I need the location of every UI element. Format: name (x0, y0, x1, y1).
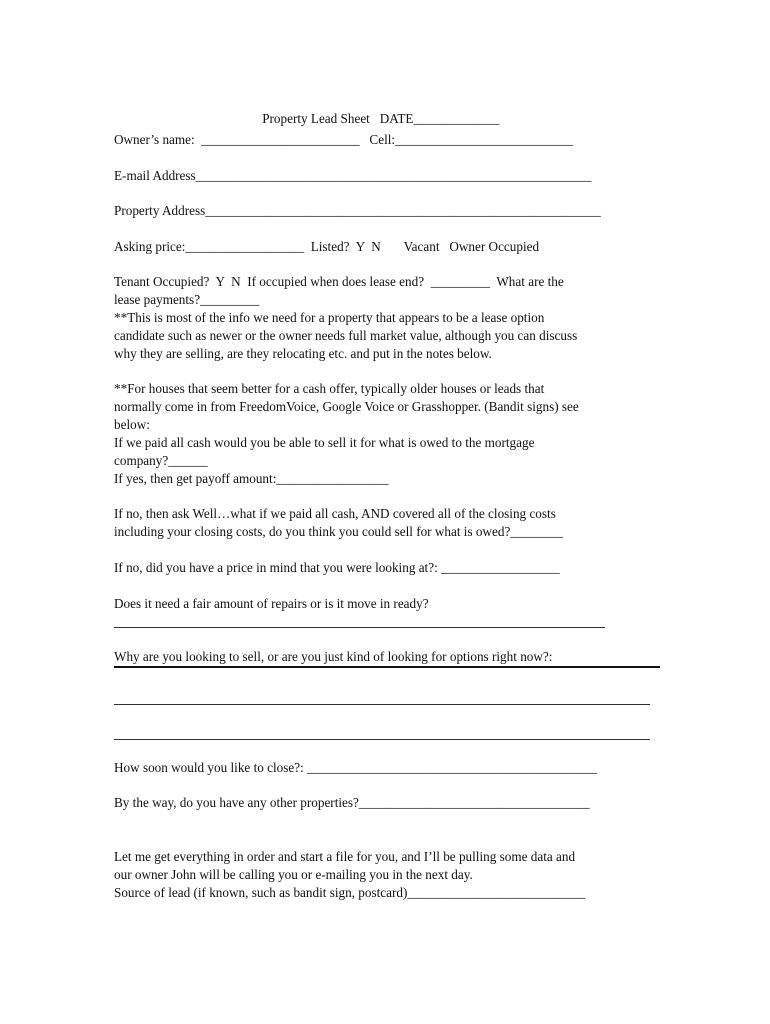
cash-note-line-2: normally come in from FreedomVoice, Google Voice or Grasshopper. (Bandit signs) see (114, 399, 579, 414)
repairs-line: Does it need a fair amount of repairs or is it move in ready? (114, 596, 429, 611)
closing-note-line-1: Let me get everything in order and start a file for you, and I’ll be pulling some data and (114, 849, 576, 864)
lead-source-line: Source of lead (if known, such as bandit sign, postcard)___________________________ (114, 885, 586, 900)
why-sell-line: Why are you looking to sell, or are you just kind of looking for options right now?: (114, 649, 553, 664)
cash-note-line-1: **For houses that seem better for a cash offer, typically older houses or leads that (114, 381, 545, 396)
closing-note-line-2: our owner John will be calling you or e-mailing you in the next day. (114, 867, 473, 882)
owner-cell-line: Owner’s name: ________________________ Cell:___________________________ (114, 132, 574, 147)
date-label: DATE (379, 111, 414, 126)
lease-note-line-1: **This is most of the info we need for a property that appears to be a lease option (114, 310, 545, 325)
closing-costs-line-2: including your closing costs, do you think you could sell for what is owed?________ (114, 524, 564, 539)
date-blank: _____________ (413, 111, 500, 126)
why-sell-answer-rule-1 (114, 704, 650, 705)
cash-note-line-5: company?______ (114, 453, 208, 468)
email-line: E-mail Address____________________________________________________________ (114, 168, 592, 183)
close-timing-line: How soon would you like to close?: ____________________________________________ (114, 760, 598, 775)
other-properties-line: By the way, do you have any other properties?___________________________________ (114, 795, 590, 810)
payoff-line: If yes, then get payoff amount:_________________ (114, 471, 389, 486)
why-sell-answer-rule-2 (114, 739, 650, 740)
repairs-answer-rule (114, 627, 605, 628)
price-in-mind-line: If no, did you have a price in mind that you were looking at?: __________________ (114, 560, 560, 575)
property-address-line: Property Address____________________________________________________________ (114, 203, 601, 218)
lease-note-line-3: why they are selling, are they relocating etc. and put in the notes below. (114, 346, 492, 361)
cash-note-line-4: If we paid all cash would you be able to sell it for what is owed to the mortgage (114, 435, 535, 450)
tenant-line-1: Tenant Occupied? Y N If occupied when does lease end? _________ What are the (114, 274, 564, 289)
tenant-line-2: lease payments?_________ (114, 292, 260, 307)
why-sell-divider (114, 666, 660, 668)
page-title: Property Lead Sheet (262, 111, 370, 126)
cash-note-line-3: below: (114, 417, 150, 432)
asking-price-line: Asking price:__________________ Listed? Y N Vacant Owner Occupied (114, 239, 540, 254)
lease-note-line-2: candidate such as newer or the owner needs full market value, although you can discuss (114, 328, 578, 343)
closing-costs-line-1: If no, then ask Well…what if we paid all cash, AND covered all of the closing costs (114, 506, 556, 521)
